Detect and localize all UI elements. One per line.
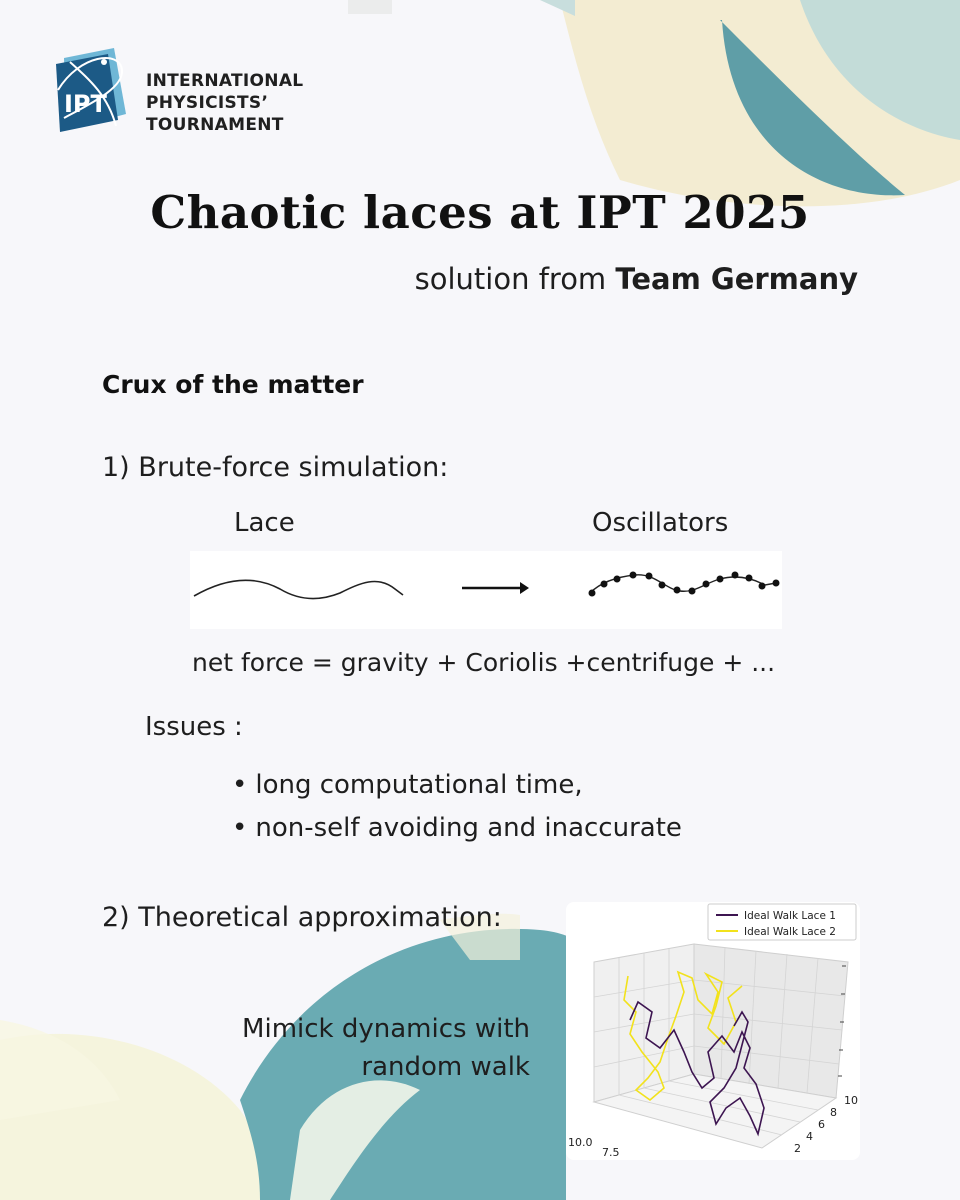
tick-label: 6 bbox=[818, 1118, 825, 1131]
list-item: • long computational time, bbox=[232, 764, 682, 807]
lace-to-oscillators-diagram bbox=[190, 551, 782, 629]
logo-wordmark bbox=[146, 70, 303, 136]
tick-label: 7.5 bbox=[602, 1146, 620, 1159]
page-title: Chaotic laces at IPT 2025 bbox=[150, 186, 810, 239]
lace-curve bbox=[194, 580, 403, 598]
random-walk-plot bbox=[566, 902, 860, 1160]
logo-line-1: INTERNATIONAL bbox=[146, 71, 304, 91]
ipt-logo-icon bbox=[50, 44, 134, 134]
oscillators-label: Oscillators bbox=[592, 508, 729, 538]
list-item: • non-self avoiding and inaccurate bbox=[232, 807, 682, 850]
section-heading: Crux of the matter bbox=[102, 370, 364, 399]
arrow-head-icon bbox=[520, 582, 529, 594]
subtitle-prefix: solution from bbox=[414, 262, 616, 296]
oscillator-points bbox=[589, 572, 780, 597]
issues-label: Issues : bbox=[145, 712, 243, 742]
logo-line-3: TOURNAMENT bbox=[146, 115, 284, 135]
tick-label: 10.0 bbox=[568, 1136, 593, 1149]
step-1-heading: 1) Brute-force simulation: bbox=[102, 452, 449, 483]
plot-side-pane bbox=[694, 944, 848, 1098]
mimick-line-1: Mimick dynamics with bbox=[242, 1014, 530, 1044]
logo-line-2: PHYSICISTS’ bbox=[146, 93, 269, 113]
tick-label: 8 bbox=[830, 1106, 837, 1119]
legend-label-2: Ideal Walk Lace 2 bbox=[744, 926, 836, 938]
issues-list bbox=[232, 764, 682, 850]
tick-label: 4 bbox=[806, 1130, 813, 1143]
net-force-equation: net force = gravity + Coriolis +centrifuge + ... bbox=[192, 648, 776, 677]
logo-mark-text: IPT bbox=[64, 90, 107, 118]
mimick-text bbox=[242, 1010, 530, 1086]
subtitle bbox=[415, 262, 858, 296]
random-walk-plot-svg bbox=[566, 902, 860, 1160]
lace-label: Lace bbox=[234, 508, 295, 538]
tick-label: 10 bbox=[844, 1094, 858, 1107]
team-name: Team Germany bbox=[615, 262, 858, 296]
step-2-heading: 2) Theoretical approximation: bbox=[102, 902, 502, 933]
mimick-line-2: random walk bbox=[361, 1052, 530, 1082]
legend-label-1: Ideal Walk Lace 1 bbox=[744, 910, 836, 922]
tick-label: 2 bbox=[794, 1142, 801, 1155]
